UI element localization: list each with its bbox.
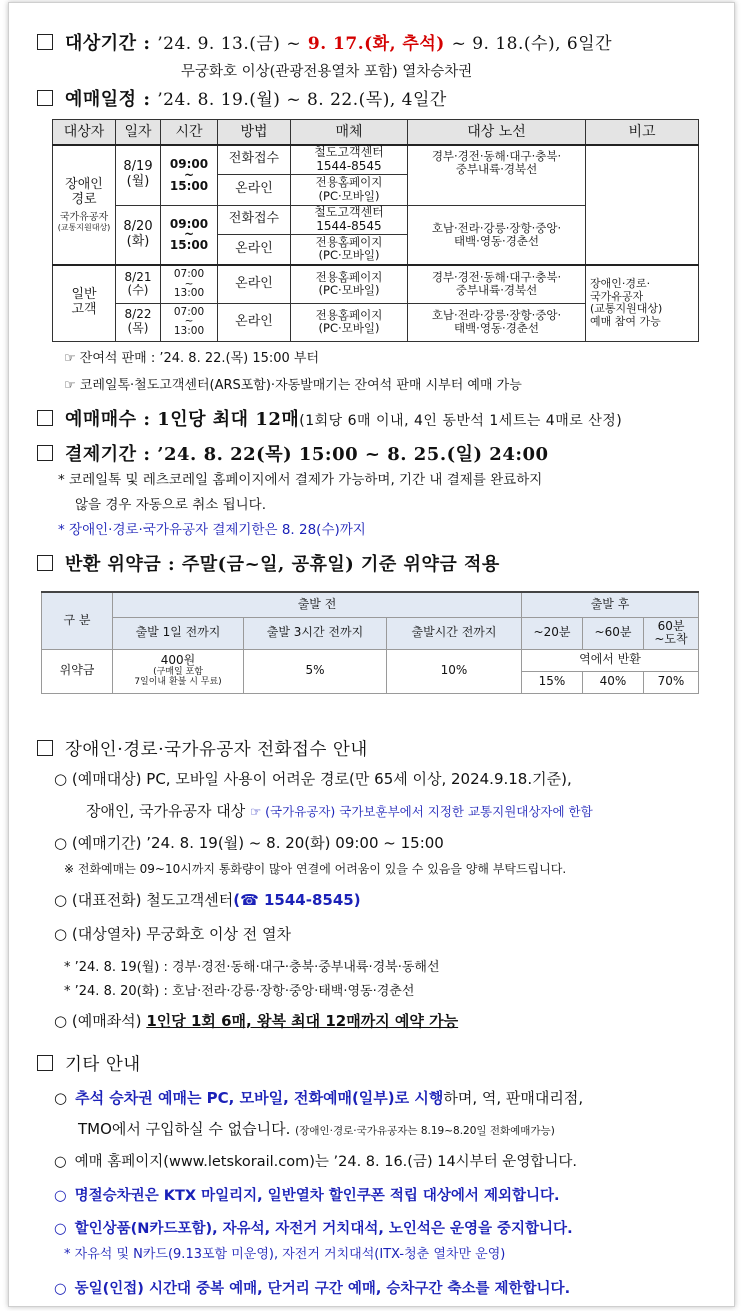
etc-item-4-note: * 자유석 및 N카드(9.13포함 미운영), 자전거 거치대석(ITX-청춘 열차만 운영): [64, 1247, 506, 1262]
phone-number: (☎ 1544-8545): [233, 891, 361, 909]
payment-note: * 코레일톡 및 레츠코레일 홈페이지에서 결제가 가능하며, 기간 내 결제를 완료하지: [58, 472, 543, 488]
phone-target-text: 장애인, 국가유공자 대상: [86, 802, 246, 820]
checkbox-icon: [37, 740, 53, 756]
fee-value: 400원: [160, 653, 196, 668]
etc-item-2-text: 예매 홈페이지(www.letskorail.com)는 ’24. 8. 16.(금) 14시부터 운영합니다.: [74, 1154, 577, 1170]
time-cell: 09:00 ~ 15:00: [161, 205, 218, 265]
etc-item-1-text: 하며, 역, 판매대리점,: [443, 1089, 584, 1107]
route-cell: 호남·전라·강릉·장항·중앙· 태백·영동·경춘선: [408, 303, 586, 341]
table-header: 60분 ~도착: [644, 617, 699, 649]
phone-period-note: ※ 전화예매는 09~10시까지 통화량이 많아 연결에 어려움이 있을 수 있음을 양해 부탁드립니다.: [64, 862, 567, 876]
time-cell: 09:00 ~ 15:00: [161, 145, 218, 205]
table-header: 출발시간 전까지: [387, 617, 522, 649]
date-cell: 8/19 (월): [116, 145, 161, 205]
route-cell: 경부·경전·동해·대구·충북· 중부내륙·경북선: [408, 265, 586, 303]
payment-line: [37, 440, 549, 466]
media-cell: 전용홈페이지 (PC·모바일): [291, 265, 408, 303]
period-trains: 무궁화호 이상(관광전용열차 포함) 열차승차권: [181, 64, 473, 80]
fee-cell: 15%: [522, 671, 583, 693]
date-cell: 8/22 (목): [116, 303, 161, 341]
phone-period: ○ (예매기간) ’24. 8. 19(월) ~ 8. 20(화) 09:00 ~ 15:00: [54, 834, 444, 852]
remaining-seat-note: ☞ 잔여석 판매 : ’24. 8. 22.(목) 15:00 부터: [64, 351, 320, 366]
phone-trains: ○ (대상열차) 무궁화호 이상 전 열차: [54, 925, 292, 943]
schedule-dates: ’24. 8. 19.(월) ~ 8. 22.(목), 4일간: [157, 90, 447, 110]
period-date-holiday: 9. 17.(화, 추석): [307, 34, 445, 54]
refund-label: 반환 위약금 : 주말(금~일, 공휴일) 기준 위약금 적용: [65, 554, 500, 575]
etc-guide-line: [37, 1051, 141, 1076]
refund-line: [37, 550, 500, 576]
ticket-limit-label: 예매매수 : 1인당 최대 12매: [65, 409, 300, 430]
table-header: 비고: [586, 120, 699, 146]
method-cell: 전화접수: [218, 145, 291, 174]
method-cell: 온라인: [218, 174, 291, 205]
table-header: 출발 3시간 전까지: [244, 617, 387, 649]
etc-item-2: ○ 예매 홈페이지(www.letskorail.com)는 ’24. 8. 16.(금) 14시부터 운영합니다.: [54, 1154, 577, 1170]
checkbox-icon: [37, 445, 53, 461]
date-cell: 8/21 (수): [116, 265, 161, 303]
phone-target-cont: [86, 800, 593, 821]
method-cell: 전화접수: [218, 205, 291, 234]
table-header: 일자: [116, 120, 161, 146]
phone-seats-limit: 1인당 1회 6매, 왕복 최대 12매까지 예약 가능: [146, 1012, 459, 1030]
channel-note: ☞ 코레일톡·철도고객센터(ARS포함)·자동발매기는 잔여석 판매 시부터 예매 가능: [64, 378, 522, 393]
table-header: 출발 후: [522, 592, 699, 617]
etc-item-4-text: 할인상품(N카드포함), 자유석, 자전거 거치대석, 노인석은 운영을 중지합니다.: [74, 1221, 573, 1237]
payment-label: 결제기간 : ’24. 8. 22(목) 15:00 ~ 8. 25.(일) 24:00: [65, 444, 549, 465]
ticket-limit-line: [37, 405, 622, 431]
etc-item-5-text: 동일(인접) 시간대 중복 예매, 단거리 구간 예매, 승차구간 축소를 제한합니다.: [74, 1281, 571, 1297]
checkbox-icon: [37, 555, 53, 571]
route-cell: 경부·경전·동해·대구·충북· 중부내륙·경북선: [408, 145, 586, 205]
etc-item-1-small-note: (장애인·경로·국가유공자는 8.19~8.20일 전화예매가능): [295, 1125, 555, 1137]
etc-item-1-cont-text: TMO에서 구입하실 수 없습니다.: [78, 1120, 291, 1138]
checkbox-icon: [37, 1055, 53, 1071]
period-label: 대상기간 :: [65, 33, 151, 54]
fee-station-return: 역에서 반환: [522, 649, 699, 671]
table-header: 출발 1일 전까지: [113, 617, 244, 649]
checkbox-icon: [37, 410, 53, 426]
phone-target: ○ (예매대상) PC, 모바일 사용이 어려운 경로(만 65세 이상, 2024.9.18.기준),: [54, 770, 572, 788]
media-cell: 전용홈페이지 (PC·모바일): [291, 174, 408, 205]
schedule-table: [52, 119, 699, 342]
checkbox-icon: [37, 34, 53, 50]
etc-item-4: ○ 할인상품(N카드포함), 자유석, 자전거 거치대석, 노인석은 운영을 중지합니다.: [54, 1221, 573, 1237]
phone-target-note: ☞ (국가유공자) 국가보훈부에서 지정한 교통지원대상자에 한함: [250, 804, 593, 819]
time-cell: 07:00 ~ 13:00: [161, 265, 218, 303]
target-disabled-note: (교통지원대상): [57, 223, 111, 233]
method-cell: 온라인: [218, 265, 291, 303]
etc-item-1-highlight: 추석 승차권 예매는 PC, 모바일, 전화예매(일부)로 시행: [75, 1089, 444, 1107]
etc-guide-label: 기타 안내: [65, 1055, 141, 1075]
table-header: 대상 노선: [408, 120, 586, 146]
fee-cell: [113, 649, 244, 693]
fee-value-note: (구매일 포함 7일이내 환불 시 무료): [134, 667, 222, 687]
phone-guide-line: [37, 736, 368, 761]
etc-item-3-text: 명절승차권은 KTX 마일리지, 일반열차 할인쿠폰 적립 대상에서 제외합니다.: [74, 1188, 560, 1204]
target-disabled-sub: 국가유공자: [59, 211, 109, 223]
etc-item-5: ○ 동일(인접) 시간대 중복 예매, 단거리 구간 예매, 승차구간 축소를 제한합니다.: [54, 1281, 571, 1297]
phone-number-label: ○ (대표전화) 철도고객센터: [54, 891, 234, 909]
route-cell: 호남·전라·강릉·장항·중앙· 태백·영동·경춘선: [408, 205, 586, 265]
fee-cell: 5%: [244, 649, 387, 693]
fee-row-label: 위약금: [42, 649, 113, 693]
phone-seats-line: [54, 1010, 458, 1031]
phone-guide-label: 장애인·경로·국가유공자 전화접수 안내: [65, 740, 368, 760]
target-disabled: 장애인 경로: [65, 176, 103, 207]
schedule-label: 예매일정 :: [65, 89, 151, 110]
media-cell: 전용홈페이지 (PC·모바일): [291, 303, 408, 341]
media-cell: 철도고객센터 1544-8545: [291, 145, 408, 174]
fee-cell: 70%: [644, 671, 699, 693]
etc-item-1-cont: [78, 1118, 555, 1139]
target-disabled-cell: [53, 145, 116, 265]
period-line: [37, 29, 612, 55]
refund-fee-table: [41, 591, 699, 694]
payment-note-cont: 않을 경우 자동으로 취소 됩니다.: [75, 497, 266, 513]
etc-item-1: ○ 추석 승차권 예매는 PC, 모바일, 전화예매(일부)로 시행하며, 역, 판매대리점,: [54, 1089, 584, 1107]
method-cell: 온라인: [218, 234, 291, 265]
remark-empty: [586, 145, 699, 265]
phone-number-line: [54, 889, 361, 910]
media-cell: 전용홈페이지 (PC·모바일): [291, 234, 408, 265]
table-header: 출발 전: [113, 592, 522, 617]
target-general: 일반 고객: [53, 265, 116, 341]
table-header: 방법: [218, 120, 291, 146]
date-cell: 8/20 (화): [116, 205, 161, 265]
table-header: 구 분: [42, 592, 113, 649]
phone-seats-label: ○ (예매좌석): [54, 1012, 142, 1030]
method-cell: 온라인: [218, 303, 291, 341]
etc-item-3: ○ 명절승차권은 KTX 마일리지, 일반열차 할인쿠폰 적립 대상에서 제외합니다.: [54, 1188, 560, 1204]
time-cell: 07:00 ~ 13:00: [161, 303, 218, 341]
fee-cell: 10%: [387, 649, 522, 693]
table-header: 매체: [291, 120, 408, 146]
schedule-line: [37, 85, 447, 111]
phone-trains-0820: * ’24. 8. 20(화) : 호남·전라·강릉·장항·중앙·태백·영동·경춘선: [64, 984, 415, 999]
table-header: 시간: [161, 120, 218, 146]
fee-cell: 40%: [583, 671, 644, 693]
table-header: 대상자: [53, 120, 116, 146]
table-header: ~20분: [522, 617, 583, 649]
payment-deadline-note: * 장애인·경로·국가유공자 결제기한은 8. 28(수)까지: [58, 522, 366, 538]
period-date-start: ’24. 9. 13.(금) ~: [157, 34, 302, 54]
period-date-end: ~ 9. 18.(수), 6일간: [451, 34, 613, 54]
table-header: ~60분: [583, 617, 644, 649]
checkbox-icon: [37, 90, 53, 106]
remark-cell: 장애인·경로· 국가유공자 (교통지원대상) 예매 참여 가능: [586, 265, 699, 341]
ticket-limit-detail: (1회당 6매 이내, 4인 동반석 1세트는 4매로 산정): [299, 413, 623, 429]
phone-trains-0819: * ’24. 8. 19(월) : 경부·경전·동해·대구·충북·중부내륙·경북·동해선: [64, 960, 440, 975]
media-cell: 철도고객센터 1544-8545: [291, 205, 408, 234]
